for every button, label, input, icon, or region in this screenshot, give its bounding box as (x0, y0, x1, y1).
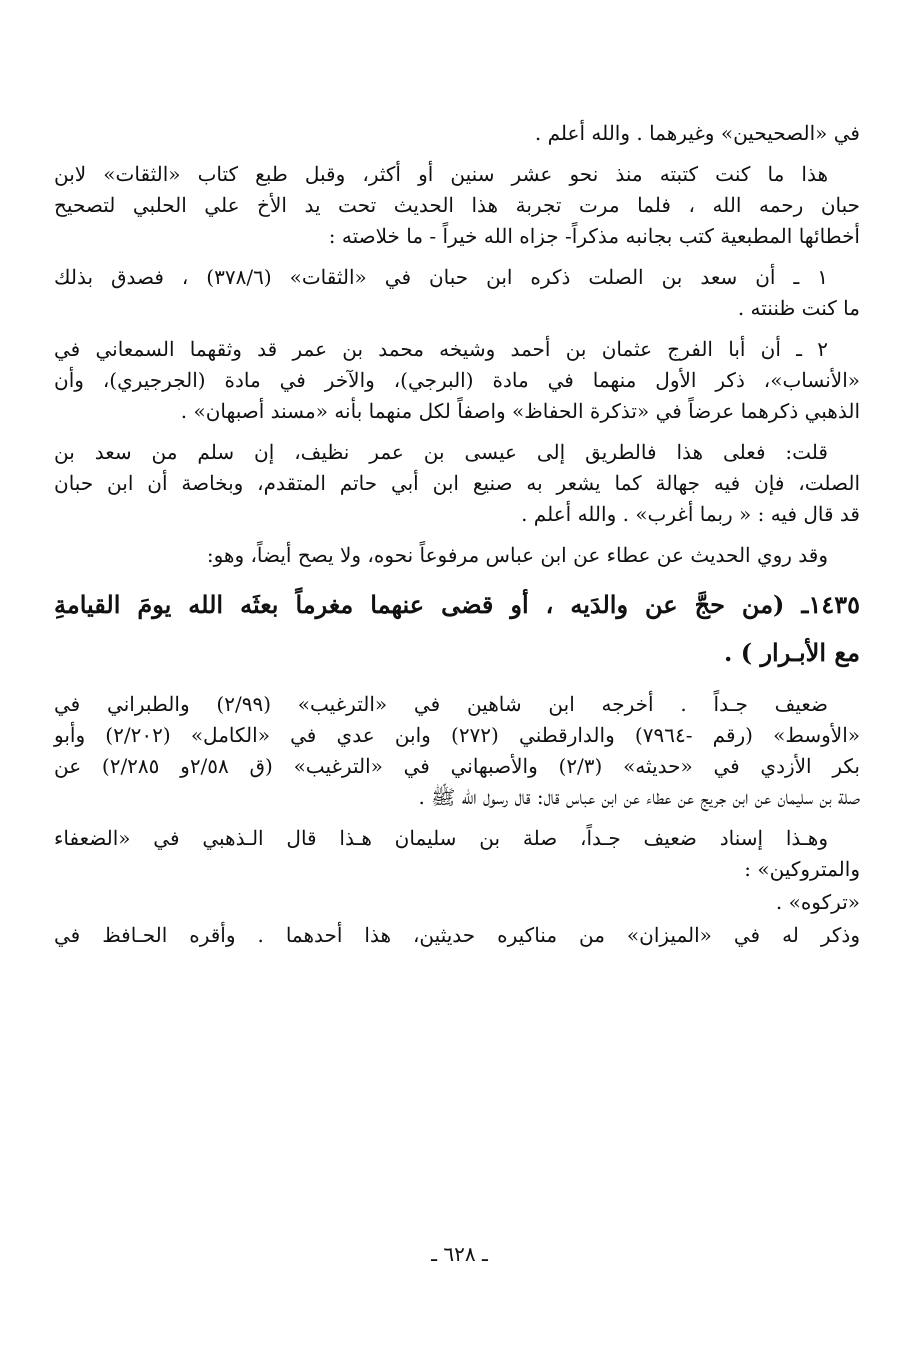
transition-paragraph (54, 540, 860, 571)
text-line: والمتروكين» : (744, 857, 860, 881)
text-line: وذكر له في «الميزان» من مناكيره حديثين، هذا أحدهما . وأقره الحـافظ في (54, 923, 860, 947)
text-line: الصلت، فإن فيه جهالة كما يشعر به صنيع ابن أبي حاتم المتقدم، وبخاصة أن ابن حبان (54, 471, 861, 495)
hadith-text-line: ١٤٣٥ـ (من حجَّ عن والدَيه ، أو قضى عنهما مغرماً بعثَه الله يومَ القيامةِ (54, 590, 860, 619)
text-line: صلة بن سليمان عن ابن جريج عن عطاء عن ابن عباس قال: قال رسول الله ﷺ . (418, 785, 860, 809)
grading-paragraph (54, 689, 860, 813)
text-line: قد قال فيه : « ربما أغرب» . والله أعلم . (521, 502, 860, 526)
quote-paragraph (54, 887, 860, 918)
text-line: «الأنساب»، ذكر الأول منهما في مادة (البرجي)، والآخر في مادة (الجرجيري)، وأن (54, 368, 860, 392)
text-line: وقد روي الحديث عن عطاء عن ابن عباس مرفوعاً نحوه، ولا يصح أيضاً، وهو: (206, 543, 828, 567)
point-one-paragraph (54, 262, 860, 324)
hadith-text-line: مع الأبـرار ) . (724, 638, 860, 667)
author-comment-paragraph (54, 437, 860, 530)
text-line: هذا ما كنت كتبته منذ نحو عشر سنين أو أكثر، وقبل طبع كتاب «الثقات» لابن (54, 162, 828, 186)
isnad-paragraph (54, 823, 860, 885)
text-line: وهـذا إسناد ضعيف جـداً، صلة بن سليمان هـذا قال الـذهبي في «الضعفاء (54, 826, 828, 850)
text-line: بكر الأزدي في «حديثه» (٢/٣) والأصبهاني في «الترغيب» (ق ٢/٥٨و ٢/٢٨٥) عن (54, 754, 860, 778)
text-line: ما كنت ظننته . (737, 296, 860, 320)
hadith-heading (54, 581, 860, 677)
text-line: في «الصحيحين» وغيرهما . والله أعلم . (534, 121, 860, 145)
text-line: ضعيف جـداً . أخرجه ابن شاهين في «الترغيب» (٢/٩٩) والطبراني في (54, 692, 828, 716)
text-line: أخطائها المطبعية كتب بجانبه مذكراً- جزاه الله خيراً - ما خلاصته : (328, 224, 860, 248)
text-line: ٢ ـ أن أبا الفرج عثمان بن أحمد وشيخه محمد بن عمر قد وثقهما السمعاني في (54, 337, 828, 361)
text-line: ١ ـ أن سعد بن الصلت ذكره ابن حبان في «الثقات» (٣٧٨/٦) ، فصدق بذلك (54, 265, 829, 289)
text-line: قلت: فعلى هذا فالطريق إلى عيسى بن عمر نظيف، إن سلم من سعد بن (54, 440, 828, 464)
text-line: «تركوه» . (775, 890, 860, 914)
page-number: ـ ٦٢٨ ـ (431, 1242, 488, 1266)
text-line: الذهبي ذكرهما عرضاً في «تذكرة الحفاظ» واصفاً لكل منهما بأنه «مسند أصبهان» . (180, 399, 860, 423)
text-line: «الأوسط» (رقم -٧٩٦٤) والدارقطني (٢٧٢) وابن عدي في «الكامل» (٢/٢٠٢) وأبو (54, 723, 861, 747)
closing-paragraph (54, 920, 860, 951)
intro-paragraph (54, 118, 860, 149)
text-line: حبان رحمه الله ، فلما مرت تجربة هذا الحديث تحت يد الأخ علي الحلبي لتصحيح (54, 193, 860, 217)
point-two-paragraph (54, 334, 860, 427)
page-body (54, 118, 860, 961)
paragraph-ibn-hibban-note (54, 159, 860, 252)
